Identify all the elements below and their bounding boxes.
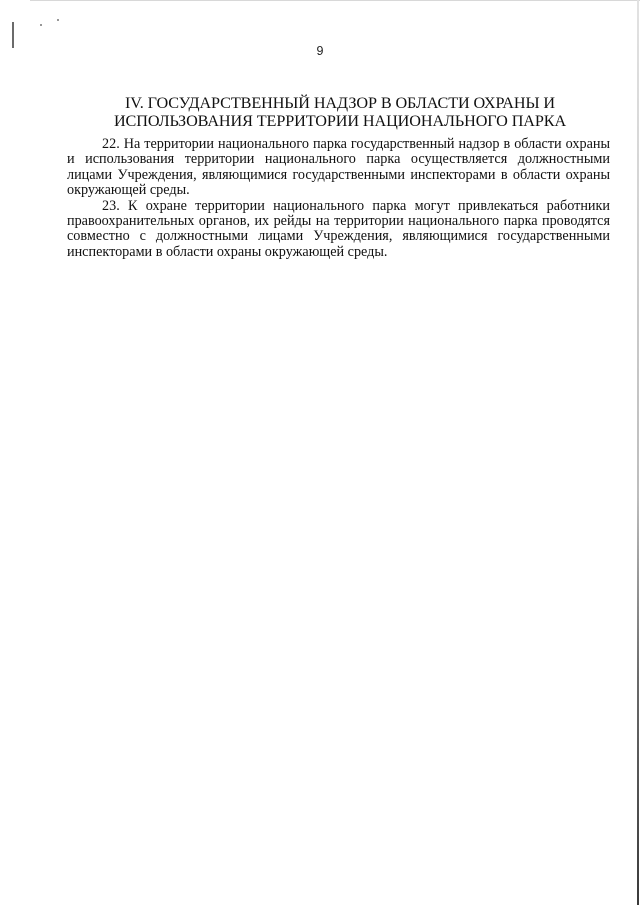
scan-edge-top [30, 0, 640, 1]
paragraph-22: 22. На территории национального парка государственный надзор в области охраны и использования территории национального парка осуществляется должностными лицами Учреждения, являющимися государственными инспекторами в области охраны окружающей среды. [67, 136, 610, 199]
section-title [60, 94, 620, 130]
body-text [67, 137, 610, 260]
section-title-line-2: ИСПОЛЬЗОВАНИЯ ТЕРРИТОРИИ НАЦИОНАЛЬНОГО ПАРКА [113, 112, 567, 130]
scan-edge-right [637, 0, 639, 905]
page-number: 9 [316, 44, 324, 58]
scan-speck [57, 19, 59, 21]
scan-speck [40, 24, 42, 26]
paragraph-23: 23. К охране территории национального парка могут привлекаться работники правоохранительных органов, их рейды на территории национального парка проводятся совместно с должностными лицами Учреждения, являющимися государственными инспекторами в области охраны окружающей среды. [67, 197, 610, 260]
section-title-line-1: IV. ГОСУДАРСТВЕННЫЙ НАДЗОР В ОБЛАСТИ ОХРАНЫ И [124, 94, 556, 112]
